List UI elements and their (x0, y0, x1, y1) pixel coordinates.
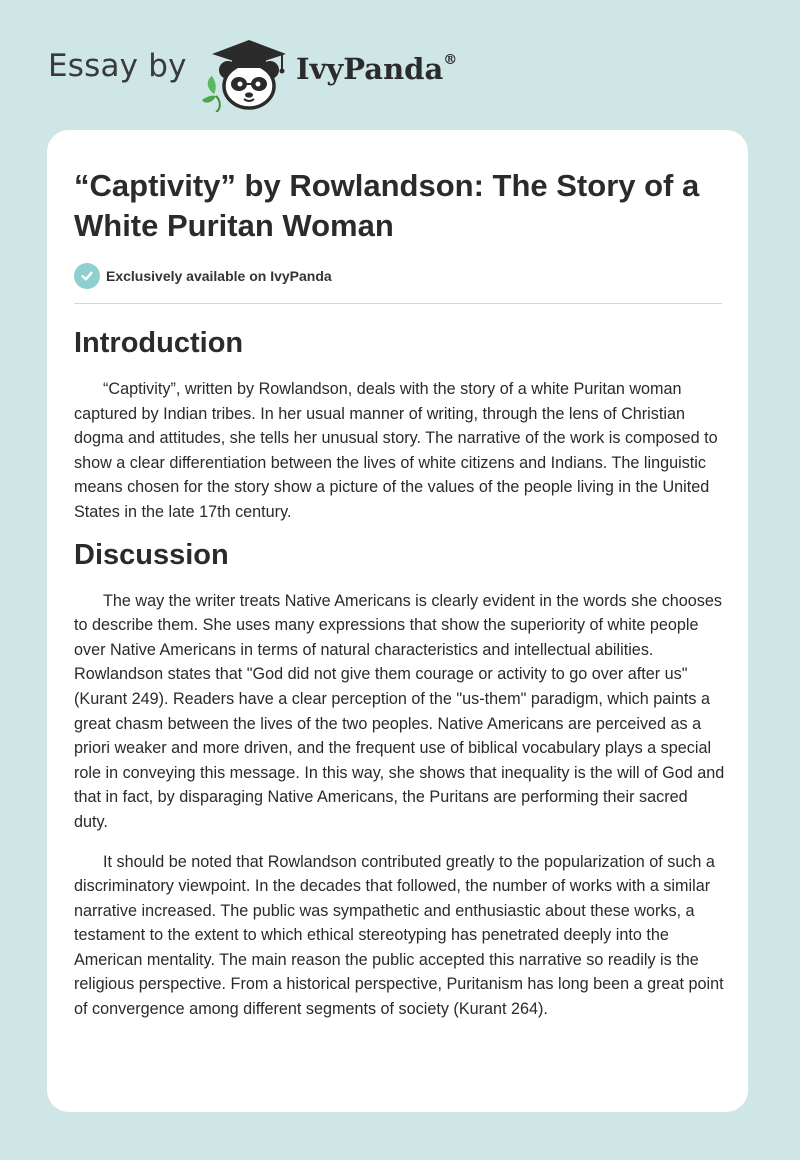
badge-label: Exclusively available on IvyPanda (106, 268, 332, 284)
section-discussion (74, 535, 726, 1022)
section-heading: Introduction (74, 327, 244, 359)
paragraph: “Captivity”, written by Rowlandson, deals with the story of a white Puritan woman captured by Indian tribes. In her usual manner of writing, through the lens of Christian dogma and attitudes, she tells her unusual story. The narrative of the work is composed to show a clear differentiation between the lives of white citizens and Indians. The linguistic means chosen for the story show a picture of the values of the people living in the United States in the late 17th century. (74, 380, 718, 521)
brand-name[interactable] (296, 52, 457, 86)
check-icon (74, 263, 100, 289)
registered-mark: ® (443, 52, 458, 69)
section-heading: Discussion (74, 538, 229, 571)
divider (74, 303, 722, 304)
article-body (74, 323, 726, 1022)
paragraph: The way the writer treats Native Americans is clearly evident in the words she chooses to describe them. She uses many expressions that show the superiority of white people over Native Americans in terms of natural characteristics and intellectual abilities. Rowlandson states that "God did not give them courage or activity to go over after us" (Kurant 249). Readers have a clear perception of the "us-them" paradigm, which paints a great chasm between the lives of the two peoples. Native Americans are perceived as a priori weaker and more driven, and the frequent use of biblical vocabulary plays a special role in conveying this message. In this way, she shows that inequality is the will of God and that in fact, by disparaging Native Americans, the Puritans are performing their sacred duty. (74, 591, 725, 831)
paragraph: It should be noted that Rowlandson contributed greatly to the popularization of such a discriminatory viewpoint. In the decades that followed, the number of works with a similar narrative increased. The public was sympathetic and enthusiastic about these works, a testament to the extent to which ethical stereotyping has penetrated deeply into the American mentality. The main reason the public accepted this narrative so readily is the religious perspective. From a historical perspective, Puritanism has long been a great point of convergence among different segments of society (Kurant 264). (74, 852, 724, 1019)
ivypanda-logo[interactable] (200, 32, 295, 112)
brand-label: IvyPanda (296, 52, 444, 86)
essay-card (47, 130, 748, 1112)
site-header (0, 0, 800, 120)
page-title: “Captivity” by Rowlandson: The Story of a White Puritan Woman (74, 168, 700, 243)
ivy-leaf-icon (202, 76, 220, 112)
section-introduction (74, 323, 726, 525)
essay-by-label: Essay by (48, 48, 187, 84)
panda-logo-icon (212, 40, 286, 108)
exclusive-badge (74, 263, 332, 289)
